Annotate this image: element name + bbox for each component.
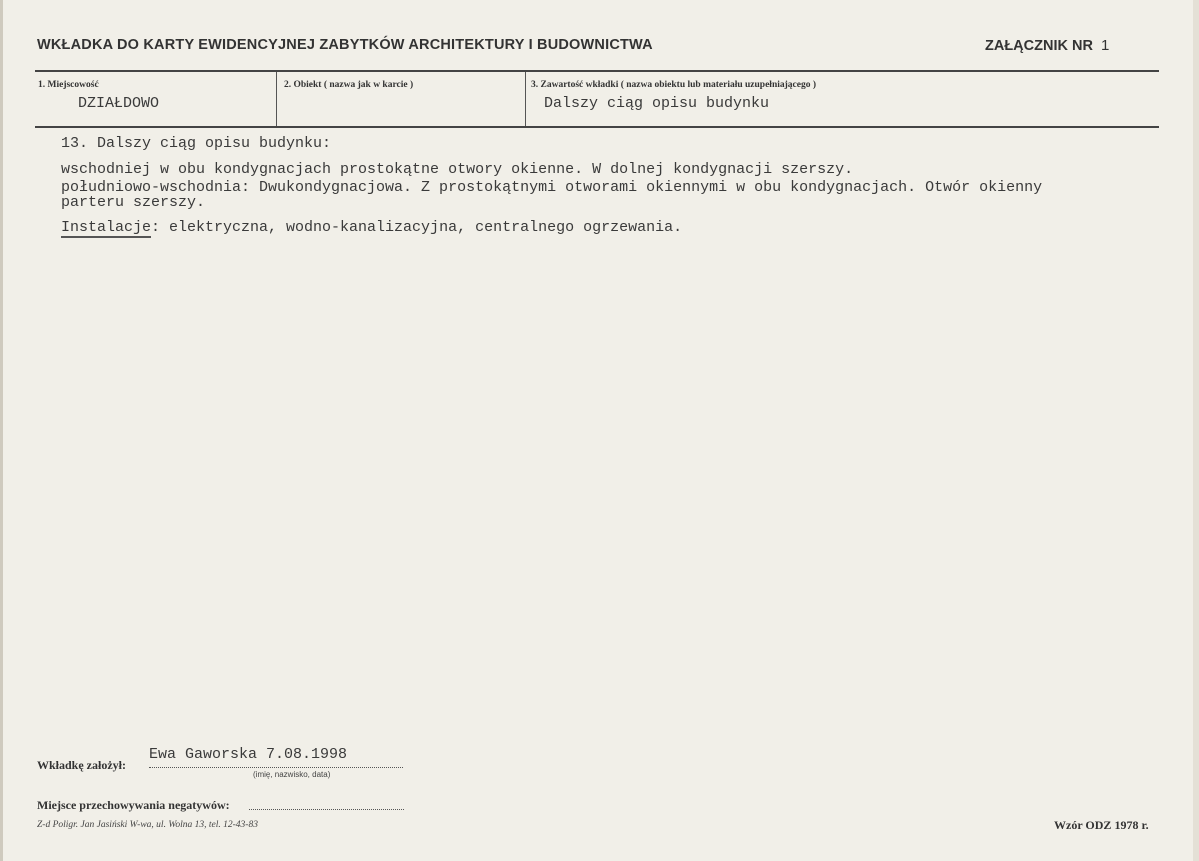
form-model: Wzór ODZ 1978 r. [1054, 818, 1149, 832]
negatives-dotted-line [249, 809, 404, 810]
field-divider-1 [276, 72, 277, 126]
field-divider-2 [525, 72, 526, 126]
document-title: WKŁADKA DO KARTY EWIDENCYJNEJ ZABYTKÓW ARCHITEKTURY I BUDOWNICTWA [37, 37, 653, 53]
installations-line [61, 220, 682, 238]
installations-label: Instalacje [61, 219, 152, 236]
annex-heading [985, 37, 1109, 54]
annex-label: ZAŁĄCZNIK NR [985, 38, 1093, 54]
page-edge [1193, 0, 1199, 861]
description-line-2: południowo-wschodnia: Dwukondygnacjowa. Z prostokątnymi otworami okiennymi w obu kondygnacjach. Otwór okienny [61, 179, 1043, 196]
installations-text: : elektryczna, wodno-kanalizacyjna, centralnego ogrzewania. [151, 219, 683, 236]
description-line-1: wschodniej w obu kondygnacjach prostokątne otwory okienne. W dolnej kondygnacji szerszy. [61, 161, 854, 178]
content-value: Dalszy ciąg opisu budynku [544, 95, 770, 112]
description-line-3: parteru szerszy. [61, 194, 206, 211]
printer-imprint: Z-d Poligr. Jan Jasiński W-wa, ul. Wolna 13, tel. 12-43-83 [37, 820, 258, 830]
header-bottom-rule [35, 126, 1159, 128]
locality-label: 1. Miejscowość [38, 80, 99, 90]
annex-number: 1 [1100, 37, 1110, 54]
created-by-note: (imię, nazwisko, data) [253, 770, 331, 779]
created-by-value: Ewa Gaworska 7.08.1998 [149, 746, 348, 763]
created-by-label: Wkładkę założył: [37, 758, 126, 772]
locality-value: DZIAŁDOWO [78, 95, 160, 112]
content-label: 3. Zawartość wkładki ( nazwa obiektu lub materiału uzupełniającego ) [531, 80, 817, 90]
created-by-dotted-line [149, 767, 403, 768]
negatives-label: Miejsce przechowywania negatywów: [37, 798, 230, 812]
header-top-rule [35, 70, 1159, 72]
section-heading: 13. Dalszy ciąg opisu budynku: [61, 135, 332, 152]
object-label: 2. Obiekt ( nazwa jak w karcie ) [284, 80, 414, 90]
